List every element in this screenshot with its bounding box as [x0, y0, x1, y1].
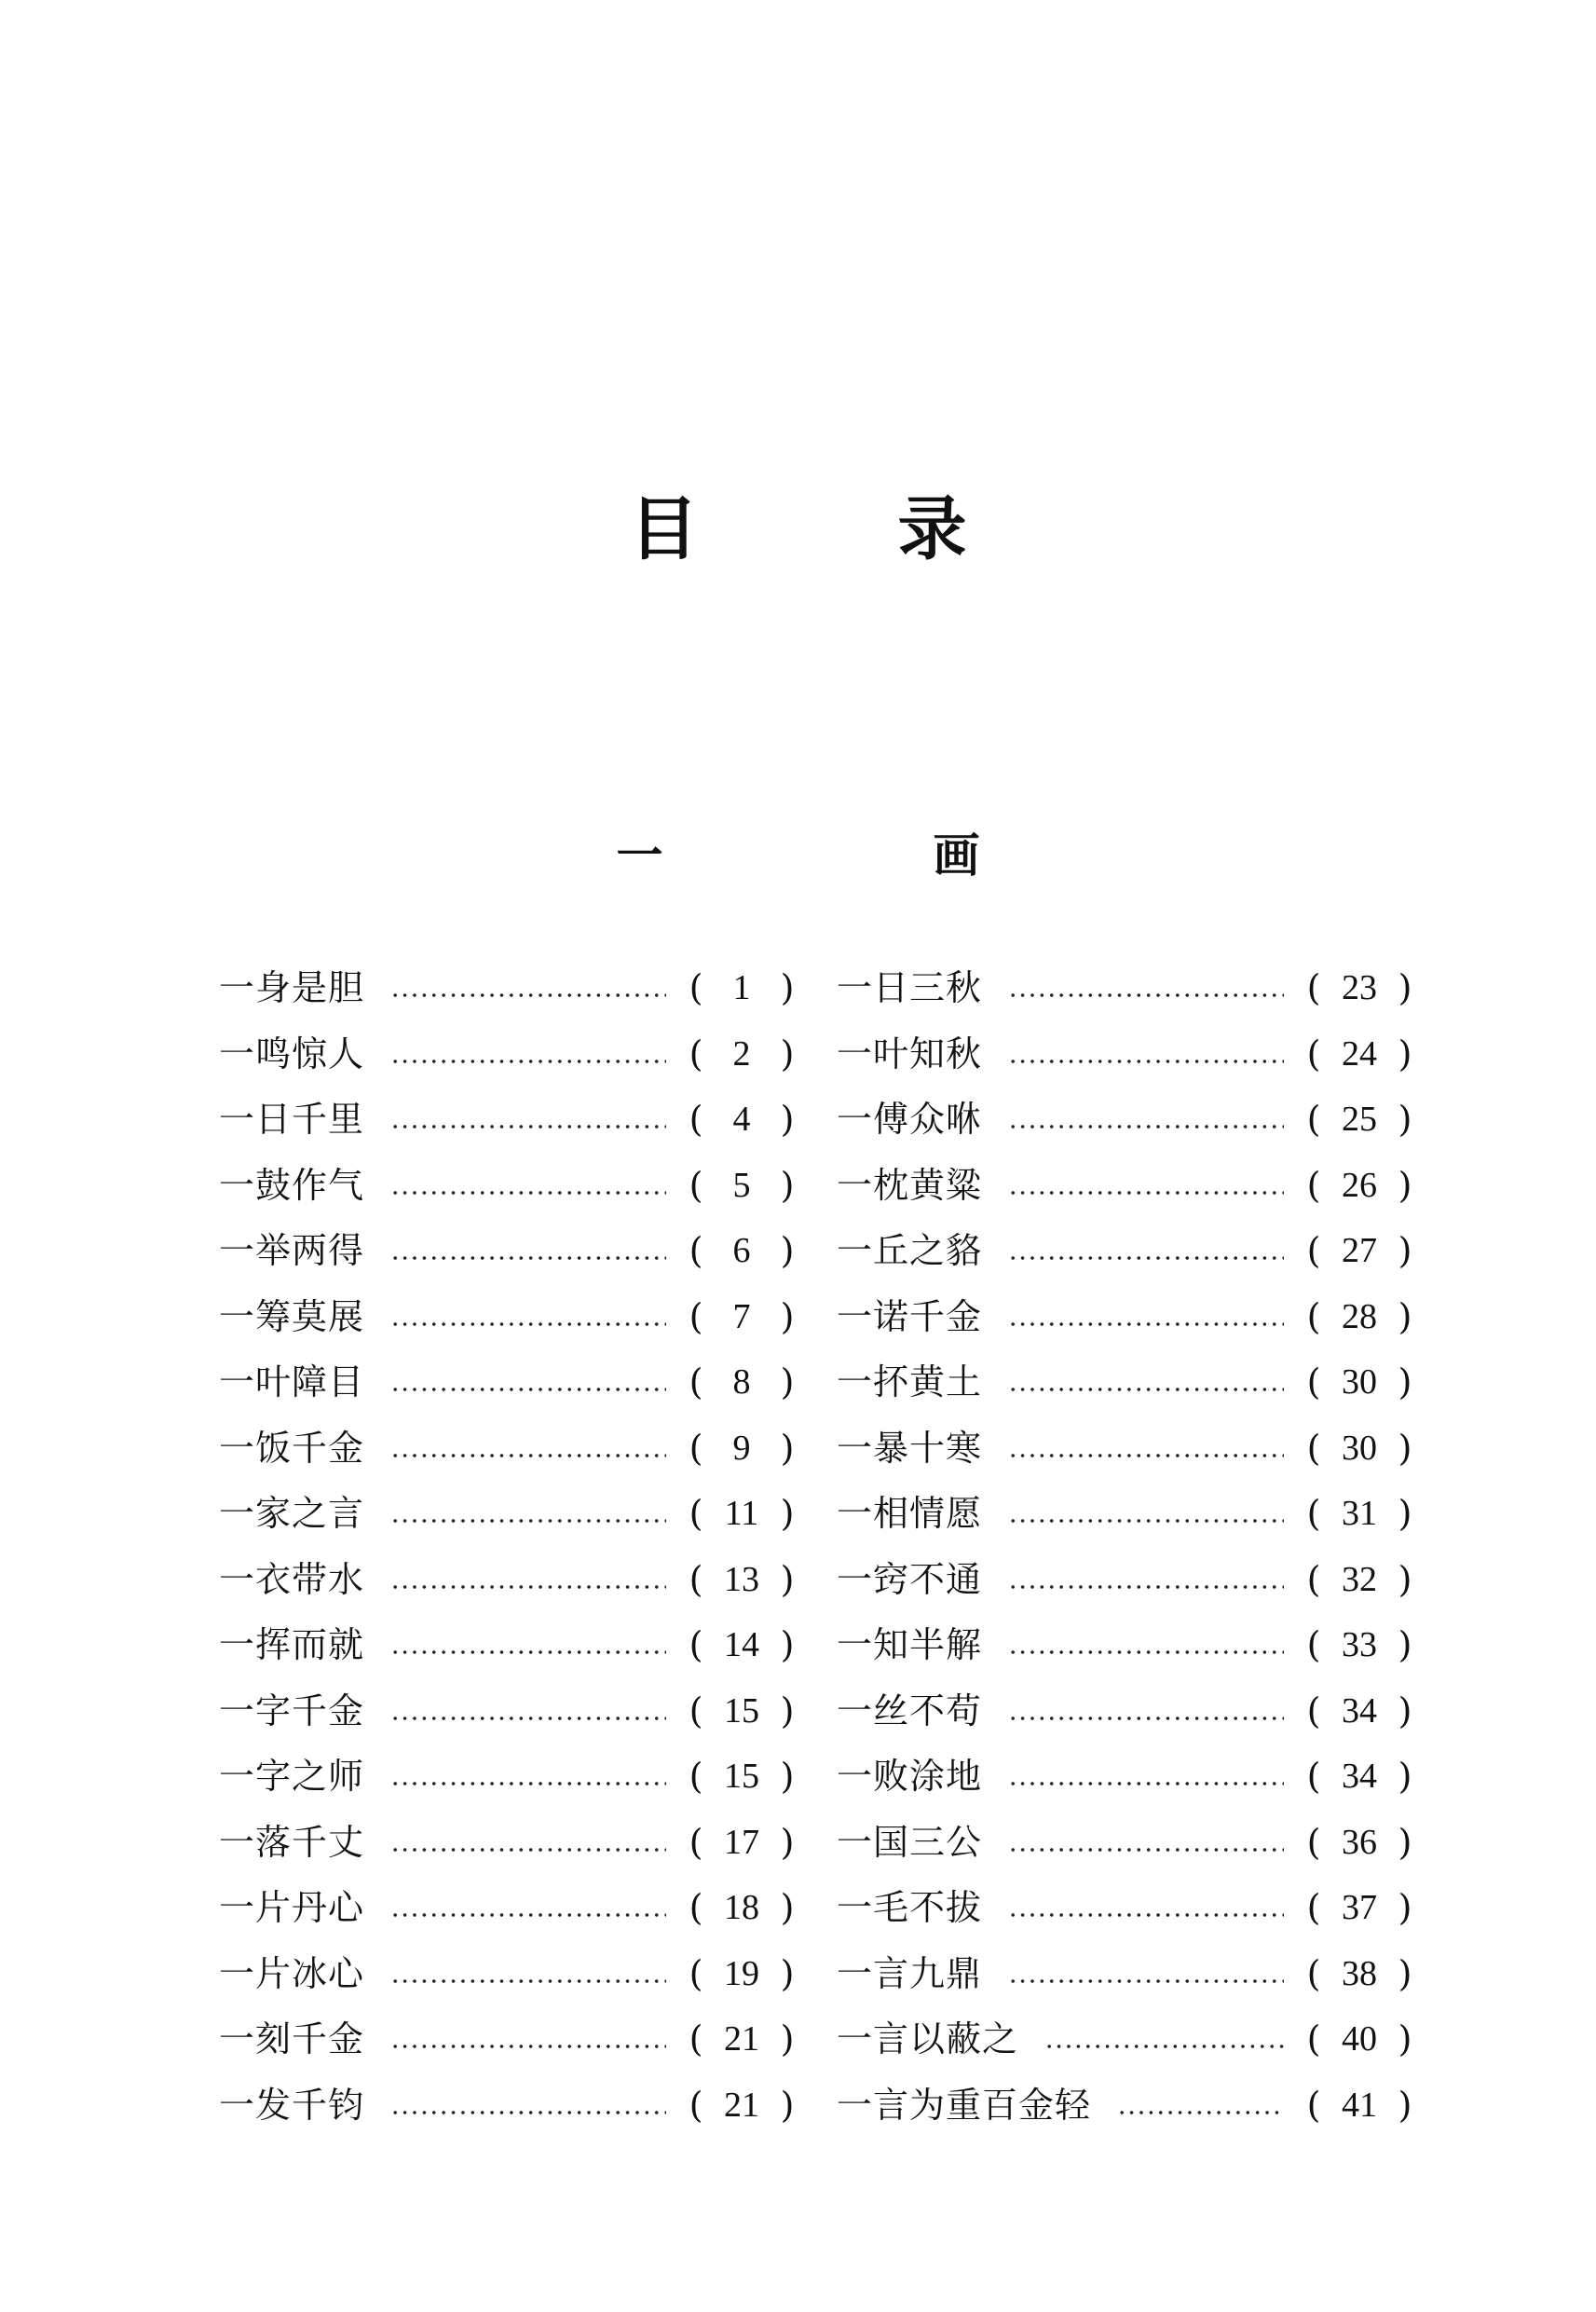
- toc-entry-title: 一丘之貉: [837, 1230, 983, 1272]
- page-number: 33: [1342, 1625, 1377, 1665]
- page-number: 19: [724, 1953, 759, 1993]
- page-reference: [1304, 1678, 1414, 1744]
- page-reference: [1304, 955, 1414, 1020]
- page-number: 21: [724, 2085, 759, 2125]
- open-paren: (: [689, 1558, 703, 1600]
- page-reference: [1304, 1284, 1414, 1349]
- page-reference: [687, 1087, 797, 1152]
- toc-entry[interactable]: [219, 1416, 797, 1482]
- section-heading: 一 画: [616, 828, 1092, 882]
- page-number: 40: [1342, 2019, 1377, 2059]
- toc-entry-title: 一家之言: [219, 1493, 365, 1535]
- open-paren: (: [1306, 1295, 1321, 1337]
- page-reference: [1304, 1349, 1414, 1415]
- open-paren: (: [1306, 2018, 1321, 2060]
- page-number: 30: [1342, 1428, 1377, 1468]
- toc-right-column: [837, 955, 1414, 2138]
- dot-leader: [1008, 1320, 1284, 1329]
- page-number: 15: [724, 1690, 759, 1731]
- toc-entry-title: 一饭千金: [219, 1427, 365, 1469]
- toc-entry[interactable]: [219, 1021, 797, 1088]
- close-paren: ): [1398, 1033, 1412, 1074]
- toc-entry-title: 一暴十寒: [837, 1427, 983, 1469]
- toc-entry[interactable]: [219, 1087, 797, 1153]
- page-number: 9: [732, 1428, 751, 1468]
- open-paren: (: [689, 2018, 703, 2060]
- page-reference: [1304, 1810, 1414, 1875]
- dot-leader: [390, 1320, 666, 1329]
- dot-leader: [1008, 1582, 1284, 1592]
- open-paren: (: [1306, 1427, 1321, 1469]
- page-number: 8: [732, 1362, 751, 1402]
- dot-leader: [1008, 1648, 1284, 1657]
- page-title: 目 录: [629, 489, 1032, 569]
- dot-leader: [390, 1779, 666, 1788]
- open-paren: (: [689, 1427, 703, 1469]
- open-paren: (: [689, 1690, 703, 1731]
- close-paren: ): [1398, 1493, 1412, 1535]
- page-number: 7: [732, 1296, 751, 1336]
- open-paren: (: [689, 1099, 703, 1141]
- toc-entry-title: 一诺千金: [837, 1295, 983, 1337]
- open-paren: (: [1306, 2084, 1321, 2126]
- toc-entry[interactable]: [837, 955, 1414, 1021]
- page-reference: [687, 1547, 797, 1612]
- page-number: 21: [724, 2019, 759, 2059]
- page-reference: [1304, 1744, 1414, 1809]
- page-number: 11: [724, 1494, 759, 1534]
- close-paren: ): [1398, 1230, 1412, 1272]
- open-paren: (: [689, 1887, 703, 1929]
- toc-entry[interactable]: [837, 1021, 1414, 1088]
- open-paren: (: [1306, 1361, 1321, 1403]
- page-number: 34: [1342, 1757, 1377, 1797]
- toc-entry[interactable]: [837, 1087, 1414, 1153]
- toc-entry[interactable]: [219, 1941, 797, 2007]
- toc-entry[interactable]: [219, 955, 797, 1021]
- dot-leader: [1008, 991, 1284, 1000]
- toc-entry[interactable]: [219, 1744, 797, 1810]
- page-reference: [687, 1810, 797, 1875]
- dot-leader: [1008, 1057, 1284, 1066]
- toc-entry-title: 一鸣惊人: [219, 1033, 365, 1074]
- close-paren: ): [1398, 1427, 1412, 1469]
- toc-entry[interactable]: [219, 1875, 797, 1941]
- dot-leader: [390, 1451, 666, 1460]
- page-number: 30: [1342, 1362, 1377, 1402]
- toc-entry-title: 一言以蔽之: [837, 2018, 1019, 2060]
- toc-entry-title: 一抔黄土: [837, 1361, 983, 1403]
- page-number: 5: [732, 1165, 751, 1205]
- page-reference: [1304, 1218, 1414, 1283]
- toc-entry-title: 一日千里: [219, 1099, 365, 1141]
- toc-entry[interactable]: [219, 2006, 797, 2073]
- toc-entry[interactable]: [219, 1218, 797, 1284]
- open-paren: (: [689, 1295, 703, 1337]
- page-reference: [687, 1612, 797, 1677]
- toc-entry[interactable]: [837, 1810, 1414, 1876]
- page-reference: [687, 1941, 797, 2006]
- toc-entry[interactable]: [837, 1153, 1414, 1219]
- page-reference: [687, 1416, 797, 1481]
- page-reference: [1304, 1481, 1414, 1546]
- toc-entry-title: 一丝不苟: [837, 1690, 983, 1731]
- open-paren: (: [1306, 1821, 1321, 1863]
- open-paren: (: [689, 1756, 703, 1798]
- toc-entry-title: 一字千金: [219, 1690, 365, 1731]
- dot-leader: [1008, 1516, 1284, 1525]
- close-paren: ): [780, 2084, 795, 2126]
- close-paren: ): [1398, 1295, 1412, 1337]
- dot-leader: [1008, 1910, 1284, 1920]
- dot-leader: [1008, 1451, 1284, 1460]
- page-reference: [1304, 1416, 1414, 1481]
- toc-entry-title: 一叶知秋: [837, 1033, 983, 1074]
- open-paren: (: [1306, 1033, 1321, 1074]
- close-paren: ): [1398, 1952, 1412, 1994]
- dot-leader: [390, 2042, 666, 2051]
- page-number: 41: [1342, 2085, 1377, 2125]
- toc-entry-title: 一挥而就: [219, 1624, 365, 1666]
- toc-entry[interactable]: [837, 1612, 1414, 1678]
- page-reference: [1304, 1875, 1414, 1940]
- page-reference: [1304, 1941, 1414, 2006]
- toc-entry[interactable]: [219, 1547, 797, 1613]
- toc-entry[interactable]: [837, 1678, 1414, 1744]
- close-paren: ): [1398, 2018, 1412, 2060]
- page-number: 37: [1342, 1888, 1377, 1928]
- close-paren: ): [1398, 1099, 1412, 1141]
- page-reference: [687, 2006, 797, 2072]
- toc-entry-title: 一衣带水: [219, 1558, 365, 1600]
- page-number: 18: [724, 1888, 759, 1928]
- close-paren: ): [780, 1033, 795, 1074]
- page-reference: [687, 1284, 797, 1349]
- page-reference: [1304, 1153, 1414, 1218]
- dot-leader: [390, 1122, 666, 1131]
- close-paren: ): [1398, 1690, 1412, 1731]
- open-paren: (: [689, 2084, 703, 2126]
- open-paren: (: [1306, 1493, 1321, 1535]
- toc-entry[interactable]: [219, 1481, 797, 1547]
- open-paren: (: [1306, 1756, 1321, 1798]
- open-paren: (: [689, 1164, 703, 1206]
- open-paren: (: [689, 967, 703, 1009]
- close-paren: ): [780, 1427, 795, 1469]
- page-reference: [687, 1349, 797, 1415]
- close-paren: ): [780, 1230, 795, 1272]
- toc-entry[interactable]: [837, 1218, 1414, 1284]
- close-paren: ): [780, 1887, 795, 1929]
- dot-leader: [1117, 2108, 1284, 2117]
- page-reference: [687, 1021, 797, 1087]
- page-reference: [687, 1875, 797, 1940]
- toc-entry[interactable]: [219, 1153, 797, 1219]
- page-reference: [687, 1481, 797, 1546]
- dot-leader: [390, 1977, 666, 1986]
- page-number: 15: [724, 1757, 759, 1797]
- dot-leader: [1008, 1385, 1284, 1394]
- toc-entry[interactable]: [219, 1612, 797, 1678]
- dot-leader: [1008, 1714, 1284, 1723]
- toc-entry[interactable]: [837, 1481, 1414, 1547]
- close-paren: ): [1398, 1164, 1412, 1206]
- toc-entry-title: 一败涂地: [837, 1756, 983, 1798]
- open-paren: (: [689, 1230, 703, 1272]
- toc-entry-title: 一毛不拔: [837, 1887, 983, 1929]
- toc-entry[interactable]: [219, 1284, 797, 1350]
- dot-leader: [1008, 1845, 1284, 1854]
- page-reference: [1304, 1087, 1414, 1152]
- open-paren: (: [1306, 1952, 1321, 1994]
- toc-entry[interactable]: [837, 1744, 1414, 1810]
- close-paren: ): [780, 1624, 795, 1666]
- page-number: 34: [1342, 1690, 1377, 1731]
- page-reference: [687, 1678, 797, 1744]
- page-number: 28: [1342, 1296, 1377, 1336]
- open-paren: (: [1306, 967, 1321, 1009]
- page-number: 25: [1342, 1100, 1377, 1140]
- open-paren: (: [1306, 1690, 1321, 1731]
- page-reference: [1304, 1021, 1414, 1087]
- open-paren: (: [689, 1952, 703, 1994]
- dot-leader: [390, 1057, 666, 1066]
- close-paren: ): [780, 967, 795, 1009]
- open-paren: (: [689, 1493, 703, 1535]
- page-number: 14: [724, 1625, 759, 1665]
- page-number: 31: [1342, 1494, 1377, 1534]
- close-paren: ): [780, 1493, 795, 1535]
- toc-entry-title: 一片冰心: [219, 1952, 365, 1994]
- dot-leader: [390, 1845, 666, 1854]
- page-number: 32: [1342, 1559, 1377, 1599]
- open-paren: (: [689, 1821, 703, 1863]
- open-paren: (: [1306, 1164, 1321, 1206]
- open-paren: (: [689, 1624, 703, 1666]
- toc-entry-title: 一发千钧: [219, 2084, 365, 2126]
- page-reference: [1304, 1612, 1414, 1677]
- dot-leader: [1008, 1122, 1284, 1131]
- toc-entry-title: 一刻千金: [219, 2018, 365, 2060]
- toc-entry-title: 一日三秋: [837, 967, 983, 1009]
- dot-leader: [390, 1516, 666, 1525]
- open-paren: (: [1306, 1099, 1321, 1141]
- toc-entry-title: 一举两得: [219, 1230, 365, 1272]
- close-paren: ): [780, 1690, 795, 1731]
- open-paren: (: [1306, 1230, 1321, 1272]
- close-paren: ): [1398, 1361, 1412, 1403]
- toc-entry[interactable]: [837, 1416, 1414, 1482]
- toc-entry-title: 一片丹心: [219, 1887, 365, 1929]
- open-paren: (: [689, 1033, 703, 1074]
- open-paren: (: [1306, 1887, 1321, 1929]
- open-paren: (: [689, 1361, 703, 1403]
- close-paren: ): [780, 1821, 795, 1863]
- dot-leader: [390, 1188, 666, 1197]
- toc-entry-title: 一傅众咻: [837, 1099, 983, 1141]
- page-reference: [687, 1153, 797, 1218]
- page-number: 27: [1342, 1231, 1377, 1271]
- open-paren: (: [1306, 1624, 1321, 1666]
- page-number: 1: [732, 968, 751, 1008]
- dot-leader: [390, 1253, 666, 1263]
- open-paren: (: [1306, 1558, 1321, 1600]
- page-number: 6: [732, 1231, 751, 1271]
- toc-entry[interactable]: [219, 2073, 797, 2139]
- toc-entry[interactable]: [219, 1349, 797, 1416]
- close-paren: ): [1398, 967, 1412, 1009]
- close-paren: ): [780, 1756, 795, 1798]
- dot-leader: [390, 1385, 666, 1394]
- toc-entry-title: 一窍不通: [837, 1558, 983, 1600]
- close-paren: ): [780, 1099, 795, 1141]
- toc-entry[interactable]: [837, 2073, 1414, 2139]
- dot-leader: [1008, 1977, 1284, 1986]
- dot-leader: [1044, 2042, 1284, 2051]
- close-paren: ): [780, 1361, 795, 1403]
- page-reference: [1304, 2006, 1414, 2072]
- page-number: 17: [724, 1822, 759, 1862]
- toc-entry-title: 一言为重百金轻: [837, 2084, 1092, 2126]
- page-number: 24: [1342, 1033, 1377, 1074]
- close-paren: ): [1398, 2084, 1412, 2126]
- toc-entry[interactable]: [219, 1810, 797, 1876]
- toc-entry[interactable]: [837, 1875, 1414, 1941]
- dot-leader: [390, 1648, 666, 1657]
- page-number: 4: [732, 1100, 751, 1140]
- page-number: 36: [1342, 1822, 1377, 1862]
- toc-entry-title: 一落千丈: [219, 1821, 365, 1863]
- page-reference: [687, 2073, 797, 2138]
- toc-entry-title: 一言九鼎: [837, 1952, 983, 1994]
- toc-entry-title: 一筹莫展: [219, 1295, 365, 1337]
- close-paren: ): [1398, 1624, 1412, 1666]
- close-paren: ): [780, 1952, 795, 1994]
- toc-entry-title: 一枕黄粱: [837, 1164, 983, 1206]
- page-number: 13: [724, 1559, 759, 1599]
- dot-leader: [390, 1714, 666, 1723]
- page-number: 2: [732, 1033, 751, 1074]
- page-number: 23: [1342, 968, 1377, 1008]
- toc-entry[interactable]: [837, 1547, 1414, 1613]
- toc-entry-title: 一叶障目: [219, 1361, 365, 1403]
- close-paren: ): [780, 2018, 795, 2060]
- toc-left-column: [219, 955, 797, 2138]
- dot-leader: [1008, 1779, 1284, 1788]
- page-reference: [687, 1744, 797, 1809]
- dot-leader: [390, 2108, 666, 2117]
- toc-entry[interactable]: [837, 2006, 1414, 2073]
- close-paren: ): [780, 1164, 795, 1206]
- dot-leader: [390, 1910, 666, 1920]
- close-paren: ): [780, 1295, 795, 1337]
- page-reference: [1304, 1547, 1414, 1612]
- toc-entry[interactable]: [219, 1678, 797, 1744]
- page-number: 38: [1342, 1953, 1377, 1993]
- dot-leader: [1008, 1188, 1284, 1197]
- toc-entry[interactable]: [837, 1349, 1414, 1416]
- dot-leader: [390, 1582, 666, 1592]
- toc-entry-title: 一国三公: [837, 1821, 983, 1863]
- page-reference: [687, 1218, 797, 1283]
- close-paren: ): [780, 1558, 795, 1600]
- toc-entry-title: 一鼓作气: [219, 1164, 365, 1206]
- close-paren: ): [1398, 1558, 1412, 1600]
- dot-leader: [1008, 1253, 1284, 1263]
- dot-leader: [390, 991, 666, 1000]
- toc-entry[interactable]: [837, 1284, 1414, 1350]
- toc-entry-title: 一知半解: [837, 1624, 983, 1666]
- page-reference: [1304, 2073, 1414, 2138]
- toc-entry[interactable]: [837, 1941, 1414, 2007]
- close-paren: ): [1398, 1821, 1412, 1863]
- close-paren: ): [1398, 1887, 1412, 1929]
- toc-entry-title: 一身是胆: [219, 967, 365, 1009]
- toc-entry-title: 一字之师: [219, 1756, 365, 1798]
- toc-entry-title: 一相情愿: [837, 1493, 983, 1535]
- page-number: 26: [1342, 1165, 1377, 1205]
- page-reference: [687, 955, 797, 1020]
- close-paren: ): [1398, 1756, 1412, 1798]
